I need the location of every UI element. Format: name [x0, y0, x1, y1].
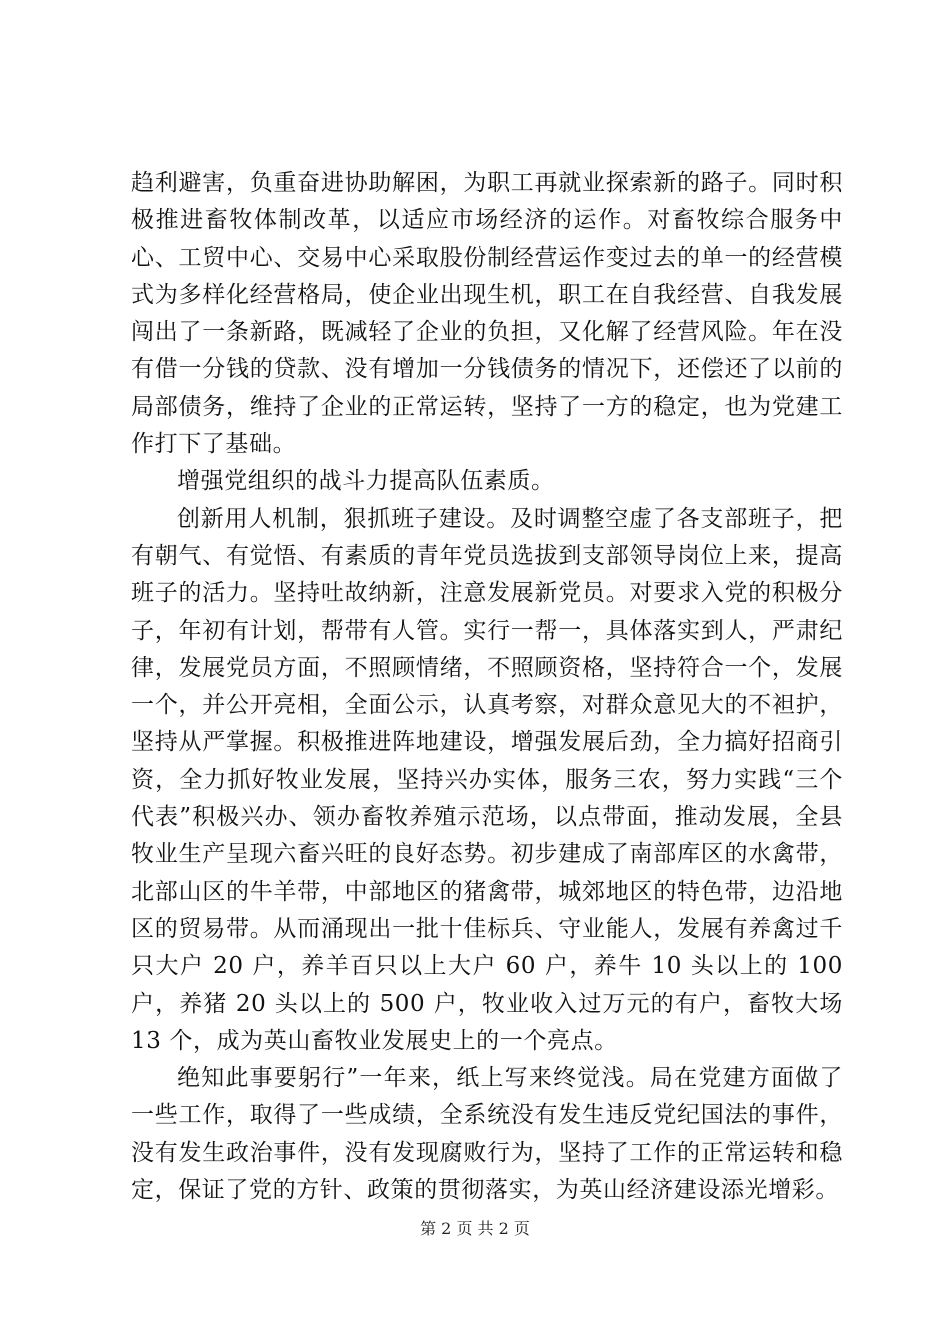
paragraph-3: 创新用人机制，狠抓班子建设。及时调整空虚了各支部班子，把有朝气、有觉悟、有素质的青年党员选拔到支部领导岗位上来，提高班子的活力。坚持吐故纳新，注意发展新党员。对要求入党的积极分子，年初有计划，帮带有人管。实行一帮一，具体落实到人，严肃纪律，发展党员方面，不照顾情绪，不照顾资格，坚持符合一个，发展一个，并公开亮相，全面公示，认真考察，对群众意见大的不袒护，坚持从严掌握。积极推进阵地建设，增强发展后劲，全力搞好招商引资，全力抓好牧业发展，坚持兴办实体，服务三农，努力实践“三个代表”积极兴办、领办畜牧养殖示范场，以点带面，推动发展，全县牧业生产呈现六畜兴旺的良好态势。初步建成了南部库区的水禽带，北部山区的牛羊带，中部地区的猪禽带，城郊地区的特色带，边沿地区的贸易带。从而涌现出一批十佳标兵、守业能人，发展有养禽过千只大户 20 户，养羊百只以上大户 60 户，养牛 10 头以上的 100 户，养猪 20 头以上的 500 户，牧业收入过万元的有户，畜牧大场 13 个，成为英山畜牧业发展史上的一个亮点。 [131, 505, 843, 1054]
page-footer: 第 2 页 共 2 页 [420, 1219, 530, 1238]
paragraph-2-heading: 增强党组织的战斗力提高队伍素质。 [177, 468, 555, 495]
paragraph-4: 绝知此事要躬行”一年来，纸上写来终觉浅。局在党建方面做了一些工作，取得了一些成绩，全系统没有发生违反党纪国法的事件，没有发生政治事件，没有发现腐败行为，坚持了工作的正常运转和稳定，保证了党的方针、政策的贯彻落实，为英山经济建设添光增彩。 [131, 1065, 843, 1204]
paragraph-1: 趋利避害，负重奋进协助解困，为职工再就业探索新的路子。同时积极推进畜牧体制改革，以适应市场经济的运作。对畜牧综合服务中心、工贸中心、交易中心采取股份制经营运作变过去的单一的经营模式为多样化经营格局，使企业出现生机，职工在自我经营、自我发展闯出了一条新路，既减轻了企业的负担，又化解了经营风险。年在没有借一分钱的贷款、没有增加一分钱债务的情况下，还偿还了以前的局部债务，维持了企业的正常运转，坚持了一方的稳定，也为党建工作打下了基础。 [131, 170, 843, 458]
document-body [131, 165, 843, 1209]
